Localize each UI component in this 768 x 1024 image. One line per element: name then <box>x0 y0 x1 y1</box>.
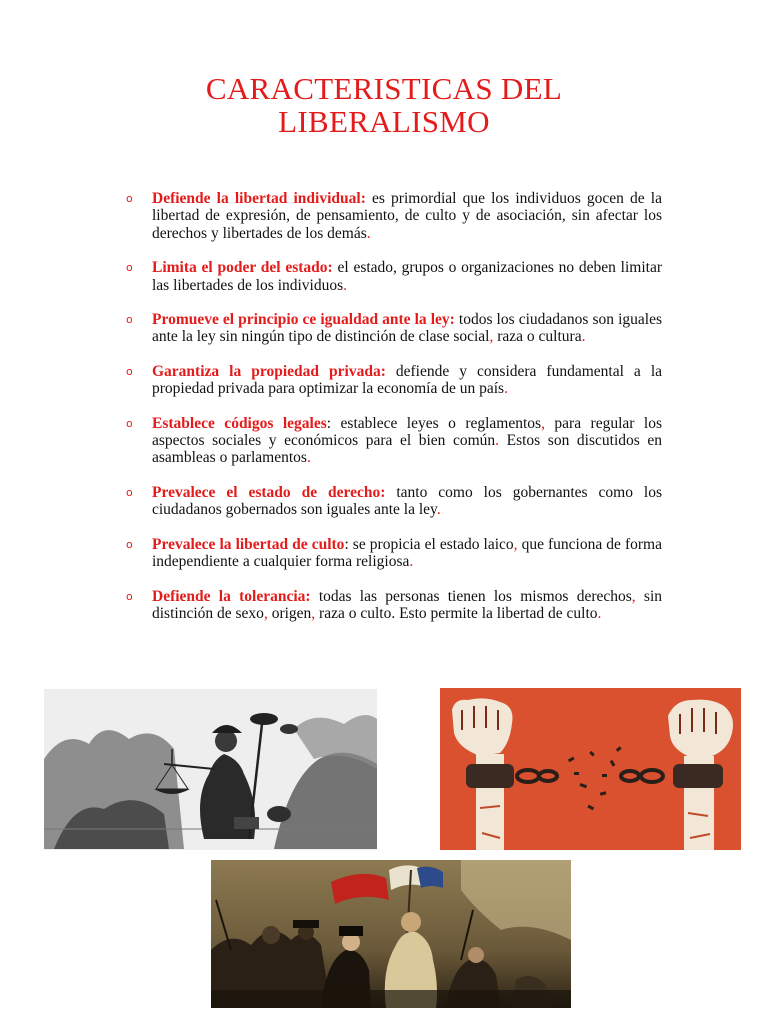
item-heading: Promueve el principio ce igualdad ante la ley: <box>152 311 455 329</box>
title-line-2: LIBERALISMO <box>278 104 490 139</box>
item-heading: Prevalece la libertad de culto <box>152 535 345 553</box>
item-colon: : <box>326 414 332 432</box>
list-item <box>126 588 662 623</box>
item-end-mark: . <box>366 224 371 242</box>
bullet-icon: o <box>126 589 133 603</box>
liberty-leading-the-people-drawing <box>211 860 571 1008</box>
fists-breaking-chains-drawing <box>440 688 741 850</box>
item-heading: Prevalece el estado de derecho: <box>152 483 386 501</box>
page-title <box>0 72 768 138</box>
item-end-mark: . <box>597 604 602 622</box>
item-text: se propicia el estado laico <box>348 535 514 553</box>
list-item <box>126 415 662 467</box>
liberty-leading-the-people-image <box>211 860 571 1008</box>
bullet-icon: o <box>126 537 133 551</box>
item-text: tanto como los gobernantes como los ciudadanos gobernados son iguales ante la ley <box>152 483 662 519</box>
item-text: defiende y considera fundamental a la propiedad privada para optimizar la economía de un país <box>152 362 662 398</box>
item-mid-mark: , <box>631 587 636 605</box>
item-text: el estado, grupos o organizaciones no deben limitar las libertades de los individuos <box>152 259 663 294</box>
item-end-mark: . <box>409 553 414 571</box>
bullet-icon: o <box>126 416 133 430</box>
item-end-mark: . <box>343 276 348 294</box>
item-text: origen <box>267 604 312 622</box>
bullet-icon: o <box>126 261 133 275</box>
bullet-icon: o <box>126 313 133 327</box>
title-line-1: CARACTERISTICAS DEL <box>205 71 563 106</box>
item-colon: : <box>344 535 349 553</box>
item-mid-mark: , <box>541 414 545 432</box>
bullet-icon: o <box>126 485 133 499</box>
item-end-mark: . <box>436 501 441 519</box>
lady-justice-drawing <box>44 689 377 850</box>
list-item <box>126 311 662 346</box>
item-heading: Garantiza la propiedad privada: <box>152 362 386 380</box>
item-text: para regular los aspectos sociales y económicos para el bien común <box>152 414 662 450</box>
item-mid-mark: , <box>513 535 518 553</box>
item-heading: Limita el poder del estado: <box>152 259 333 277</box>
item-heading: Defiende la tolerancia: <box>152 587 311 605</box>
item-end-mark: . <box>306 449 311 467</box>
item-text: que funciona de forma independiente a cualquier forma religiosa <box>152 535 662 571</box>
item-text: establece leyes o reglamentos <box>331 414 542 432</box>
item-mid-mark: , <box>489 328 494 346</box>
item-end-mark: . <box>581 328 586 346</box>
item-text: sin distinción de sexo <box>152 587 663 622</box>
item-text: raza o cultura <box>493 328 582 346</box>
item-text: Estos son discutidos en asambleas o parlamentos <box>152 432 662 467</box>
item-text: es primordial que los individuos gocen de la libertad de expresión, de pensamiento, de culto y de asociación, sin afectar los derechos y libertades de los demás <box>152 190 662 242</box>
fists-breaking-chains-image <box>440 688 741 850</box>
item-text: todas las personas tienen los mismos derechos <box>310 587 632 605</box>
lady-justice-image <box>44 689 377 850</box>
item-text: raza o culto. Esto permite la libertad de culto <box>315 604 598 622</box>
item-heading: Defiende la libertad individual: <box>152 190 366 207</box>
item-mid-mark: , <box>263 604 268 622</box>
list-item <box>126 484 662 519</box>
list-item <box>126 363 662 398</box>
list-item <box>126 259 662 294</box>
characteristics-list <box>126 190 662 639</box>
list-item <box>126 190 662 242</box>
item-text: todos los ciudadanos son iguales ante la ley sin ningún tipo de distinción de clase social <box>152 311 663 346</box>
item-heading: Establece códigos legales <box>152 414 327 432</box>
item-mid-mark: , <box>311 604 316 622</box>
item-end-mark: . <box>504 380 508 398</box>
list-item <box>126 536 662 571</box>
bullet-icon: o <box>126 192 133 205</box>
item-mid-mark: . <box>495 432 500 450</box>
bullet-icon: o <box>126 364 133 378</box>
